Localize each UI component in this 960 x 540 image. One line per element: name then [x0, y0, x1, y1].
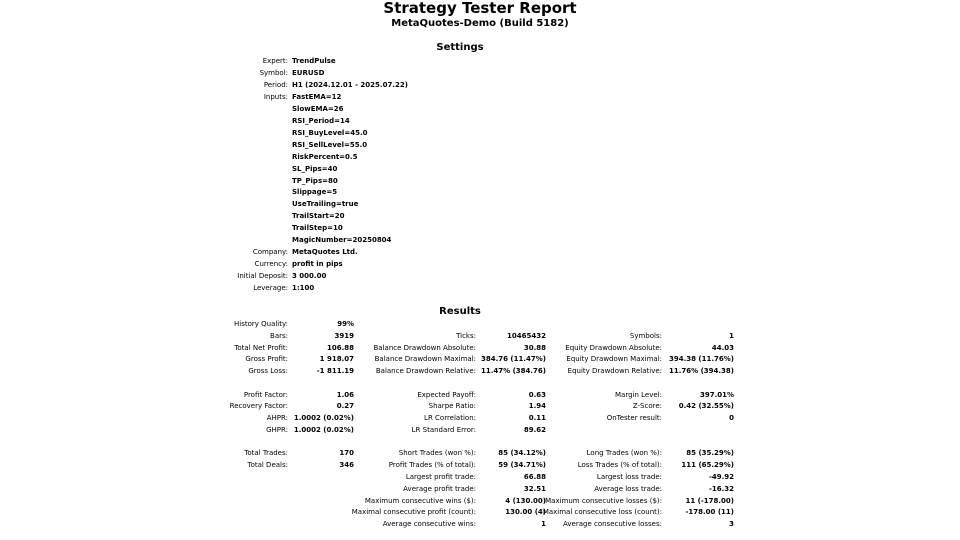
result-value: 0: [729, 414, 734, 422]
result-label: Profit Factor:: [243, 391, 288, 399]
settings-heading: Settings: [436, 42, 484, 53]
result-label: Profit Trades (% of total):: [388, 461, 476, 469]
setting-label: Leverage:: [253, 284, 288, 292]
setting-label: Initial Deposit:: [237, 272, 288, 280]
result-label: Largest loss trade:: [596, 473, 662, 481]
result-value: 170: [339, 449, 354, 457]
setting-value: H1 (2024.12.01 - 2025.07.22): [292, 81, 408, 89]
result-value: 59 (34.71%): [498, 461, 546, 469]
setting-value: TrailStart=20: [292, 212, 345, 220]
result-value: 11 (-178.00): [685, 497, 734, 505]
result-value: 44.03: [711, 344, 734, 352]
result-value: 1.94: [528, 402, 546, 410]
result-label: History Quality:: [234, 320, 288, 328]
result-value: 99%: [337, 320, 354, 328]
result-value: 106.88: [326, 344, 354, 352]
result-value: 4 (130.00): [505, 497, 546, 505]
setting-value: TrailStep=10: [292, 224, 343, 232]
result-label: Sharpe Ratio:: [428, 402, 476, 410]
setting-value: profit in pips: [292, 260, 343, 268]
result-value: 85 (35.29%): [686, 449, 734, 457]
result-label: Balance Drawdown Absolute:: [373, 344, 476, 352]
setting-value: MagicNumber=20250804: [292, 236, 392, 244]
setting-label: Symbol:: [259, 69, 288, 77]
result-value: 89.62: [523, 426, 546, 434]
result-label: Total Net Profit:: [234, 344, 288, 352]
result-value: 0.63: [528, 391, 546, 399]
setting-label: Inputs:: [263, 93, 288, 101]
setting-value: MetaQuotes Ltd.: [292, 248, 358, 256]
result-label: Equity Drawdown Relative:: [567, 367, 662, 375]
result-value: 397.01%: [699, 391, 734, 399]
result-value: 1 918.07: [319, 355, 354, 363]
setting-value: SlowEMA=26: [292, 105, 344, 113]
setting-value: UseTrailing=true: [292, 200, 359, 208]
result-label: Average loss trade:: [594, 485, 662, 493]
result-label: Equity Drawdown Absolute:: [565, 344, 662, 352]
result-value: 346: [339, 461, 354, 469]
result-value: 10465432: [507, 332, 546, 340]
result-value: -178.00 (11): [685, 508, 734, 516]
result-label: LR Correlation:: [424, 414, 476, 422]
result-value: 30.88: [523, 344, 546, 352]
result-value: 1.0002 (0.02%): [293, 426, 354, 434]
report-subtitle: MetaQuotes-Demo (Build 5182): [391, 18, 569, 29]
result-value: 394.38 (11.76%): [668, 355, 734, 363]
result-label: Average consecutive wins:: [382, 520, 476, 528]
result-value: 384.76 (11.47%): [480, 355, 546, 363]
result-label: Recovery Factor:: [229, 402, 288, 410]
result-label: LR Standard Error:: [411, 426, 476, 434]
setting-value: FastEMA=12: [292, 93, 342, 101]
setting-value: TrendPulse: [292, 57, 336, 65]
result-label: Loss Trades (% of total):: [577, 461, 662, 469]
result-label: Margin Level:: [615, 391, 662, 399]
setting-label: Company:: [252, 248, 288, 256]
setting-value: Slippage=5: [292, 188, 338, 196]
setting-value: RSI_SellLevel=55.0: [292, 141, 368, 149]
result-label: Maximal consecutive loss (count):: [542, 508, 662, 516]
result-value: 1.06: [336, 391, 354, 399]
setting-value: EURUSD: [292, 69, 325, 77]
result-label: Average profit trade:: [403, 485, 476, 493]
result-value: 85 (34.12%): [498, 449, 546, 457]
result-value: 66.88: [523, 473, 546, 481]
results-heading: Results: [439, 306, 481, 317]
result-value: 11.47% (384.76): [480, 367, 546, 375]
setting-value: RSI_Period=14: [292, 117, 350, 125]
setting-value: RSI_BuyLevel=45.0: [292, 129, 368, 137]
result-value: 0.11: [528, 414, 546, 422]
setting-value: RiskPercent=0.5: [292, 153, 358, 161]
result-value: 1.0002 (0.02%): [293, 414, 354, 422]
report-title: Strategy Tester Report: [383, 0, 577, 17]
result-value: 3919: [334, 332, 354, 340]
result-value: 0.27: [336, 402, 354, 410]
setting-value: SL_Pips=40: [292, 165, 338, 173]
result-value: 1: [729, 332, 734, 340]
setting-label: Period:: [263, 81, 288, 89]
result-value: 11.76% (394.38): [668, 367, 734, 375]
result-label: Average consecutive losses:: [563, 520, 662, 528]
result-label: Short Trades (won %):: [398, 449, 476, 457]
result-label: Z-Score:: [632, 402, 662, 410]
setting-label: Currency:: [254, 260, 288, 268]
result-label: Maximum consecutive losses ($):: [545, 497, 662, 505]
result-label: Gross Profit:: [245, 355, 288, 363]
result-value: 111 (65.29%): [681, 461, 734, 469]
result-label: Equity Drawdown Maximal:: [566, 355, 662, 363]
setting-label: Expert:: [262, 57, 288, 65]
setting-value: TP_Pips=80: [292, 177, 338, 185]
result-value: 3: [729, 520, 734, 528]
setting-value: 1:100: [292, 284, 315, 292]
result-label: Maximal consecutive profit (count):: [351, 508, 476, 516]
result-value: -16.32: [708, 485, 734, 493]
result-label: Expected Payoff:: [417, 391, 476, 399]
result-label: Long Trades (won %):: [586, 449, 662, 457]
result-label: Symbols:: [629, 332, 662, 340]
result-value: 130.00 (4): [505, 508, 546, 516]
result-label: Ticks:: [456, 332, 476, 340]
result-label: Maximum consecutive wins ($):: [364, 497, 476, 505]
result-label: Bars:: [270, 332, 288, 340]
result-value: -1 811.19: [316, 367, 354, 375]
result-value: -49.92: [708, 473, 734, 481]
result-label: Gross Loss:: [248, 367, 288, 375]
result-label: Total Trades:: [244, 449, 288, 457]
result-value: 32.51: [523, 485, 546, 493]
result-label: GHPR:: [266, 426, 288, 434]
result-value: 1: [541, 520, 546, 528]
result-label: Largest profit trade:: [405, 473, 476, 481]
setting-value: 3 000.00: [292, 272, 327, 280]
result-label: OnTester result:: [606, 414, 662, 422]
result-value: 0.42 (32.55%): [678, 402, 734, 410]
result-label: Balance Drawdown Maximal:: [374, 355, 476, 363]
result-label: AHPR:: [266, 414, 288, 422]
result-label: Balance Drawdown Relative:: [375, 367, 476, 375]
result-label: Total Deals:: [247, 461, 288, 469]
